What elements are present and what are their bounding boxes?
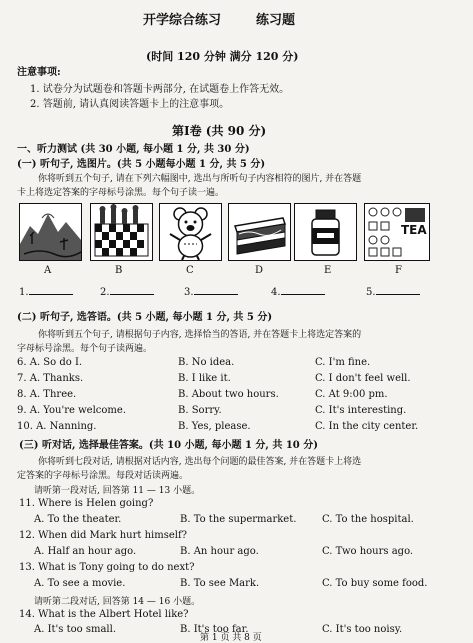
exam-time-info: (时间 120 分钟 满分 120 分) xyxy=(146,50,299,63)
blank-number: 1. xyxy=(19,287,29,298)
picture-letter: E xyxy=(324,265,332,276)
option-c[interactable]: C. I don't feel well. xyxy=(315,373,411,384)
section-instruction: 你将听到七段对话, 请根据对话内容, 选出每个问题的最佳答案, 并在答题卡上将选 xyxy=(38,457,362,467)
blank-number: 5. xyxy=(366,287,376,298)
notes-label: 注意事项: xyxy=(17,67,61,78)
question-text: 11. Where is Helen going? xyxy=(19,498,154,509)
section-instruction: 定答案的字母标号涂黑。每段对话读两遍。 xyxy=(17,471,189,481)
picture-c xyxy=(159,203,222,261)
blank-number: 4. xyxy=(271,287,281,298)
note-item: 2. 答题前, 请认真阅读答题卡上的注意事项。 xyxy=(30,99,230,110)
dialogue-group-label: 请听第一段对话, 回答第 11 — 13 小题。 xyxy=(34,486,201,496)
option-a[interactable]: 10. A. Nanning. xyxy=(17,421,97,432)
section-instruction: 字母标号涂黑。每个句子读两遍。 xyxy=(17,344,153,354)
picture-letter: D xyxy=(255,265,264,276)
option-c[interactable]: C. It's interesting. xyxy=(315,405,407,416)
picture-b xyxy=(90,203,153,261)
page-title: 开学综合练习 xyxy=(143,13,222,28)
page-title-right: 练习题 xyxy=(256,13,296,28)
picture-letter: F xyxy=(395,265,402,276)
question-text: 13. What is Tony going to do next? xyxy=(19,562,195,573)
page-footer: 第 1 页 共 8 页 xyxy=(200,633,262,643)
tea-menu-icon xyxy=(365,204,429,260)
section-instruction: 你将听到五个句子, 请在下列六幅图中, 选出与所听句子内容相符的图片, 并在答题 xyxy=(38,174,362,184)
option-a[interactable]: 6. A. So do I. xyxy=(17,357,83,368)
landscape-painting-icon xyxy=(20,204,81,260)
dialogue-group-label: 请听第二段对话, 回答第 14 — 16 小题。 xyxy=(34,597,201,607)
picture-letter: A xyxy=(44,265,52,276)
note-item: 1. 试卷分为试题卷和答题卡两部分, 在试题卷上作答无效。 xyxy=(30,84,290,95)
picture-f xyxy=(364,203,430,261)
option-c[interactable]: C. To buy some food. xyxy=(322,578,428,589)
section-instruction: 卡上将选定答案的字母标号涂黑。每个句子读一遍。 xyxy=(17,188,225,198)
part-heading: 一、听力测试 (共 30 小题, 每小题 1 分, 共 30 分) xyxy=(17,144,250,155)
section-heading: (三) 听对话, 选择最佳答案。(共 10 小题, 每小题 1 分, 共 10 分) xyxy=(19,440,318,451)
option-b[interactable]: B. Yes, please. xyxy=(178,421,251,432)
medicine-bottle-icon xyxy=(295,204,356,260)
sandwich-icon xyxy=(229,204,290,260)
picture-d xyxy=(228,203,291,261)
answer-blank[interactable] xyxy=(19,287,73,298)
answer-blank[interactable] xyxy=(100,287,154,298)
answer-blank[interactable] xyxy=(184,287,238,298)
option-b[interactable]: B. An hour ago. xyxy=(180,546,259,557)
option-c[interactable]: C. I'm fine. xyxy=(315,357,371,368)
section-heading: (二) 听句子, 选答语。(共 5 小题, 每小题 1 分, 共 5 分) xyxy=(17,312,273,323)
option-b[interactable]: B. To see Mark. xyxy=(180,578,260,589)
option-b[interactable]: B. To the supermarket. xyxy=(180,514,297,525)
option-b[interactable]: B. Sorry. xyxy=(178,405,222,416)
picture-a xyxy=(19,203,82,261)
answer-blank[interactable] xyxy=(366,287,420,298)
option-a[interactable]: 7. A. Thanks. xyxy=(17,373,84,384)
volume-title: 第Ⅰ卷 (共 90 分) xyxy=(172,124,267,138)
chess-board-icon xyxy=(91,204,152,260)
option-a[interactable]: A. It's too small. xyxy=(34,624,116,635)
answer-blank[interactable] xyxy=(271,287,325,298)
teddy-bear-icon xyxy=(160,204,221,260)
option-b[interactable]: B. I like it. xyxy=(178,373,231,384)
option-c[interactable]: C. At 9:00 pm. xyxy=(315,389,388,400)
option-b[interactable]: B. It's too far. xyxy=(180,624,249,635)
blank-number: 3. xyxy=(184,287,194,298)
question-text: 12. When did Mark hurt himself? xyxy=(19,530,188,541)
option-c[interactable]: C. To the hospital. xyxy=(322,514,414,525)
option-a[interactable]: A. To the theater. xyxy=(34,514,122,525)
option-a[interactable]: A. Half an hour ago. xyxy=(34,546,137,557)
blank-number: 2. xyxy=(100,287,110,298)
question-text: 14. What is the Albert Hotel like? xyxy=(19,609,189,620)
picture-letter: B xyxy=(115,265,123,276)
picture-letter: C xyxy=(186,265,194,276)
option-a[interactable]: A. To see a movie. xyxy=(34,578,126,589)
option-c[interactable]: C. Two hours ago. xyxy=(322,546,414,557)
option-b[interactable]: B. No idea. xyxy=(178,357,235,368)
section-heading: (一) 听句子, 选图片。(共 5 小题每小题 1 分, 共 5 分) xyxy=(17,159,266,170)
picture-e xyxy=(294,203,357,261)
option-b[interactable]: B. About two hours. xyxy=(178,389,279,400)
option-c[interactable]: C. In the city center. xyxy=(315,421,419,432)
option-a[interactable]: 8. A. Three. xyxy=(17,389,77,400)
option-a[interactable]: 9. A. You're welcome. xyxy=(17,405,126,416)
svg-text:TEA: TEA xyxy=(401,223,427,237)
section-instruction: 你将听到五个句子, 请根据句子内容, 选择恰当的答语, 并在答题卡上将选定答案的 xyxy=(38,330,362,340)
option-c[interactable]: C. It's too noisy. xyxy=(322,624,403,635)
